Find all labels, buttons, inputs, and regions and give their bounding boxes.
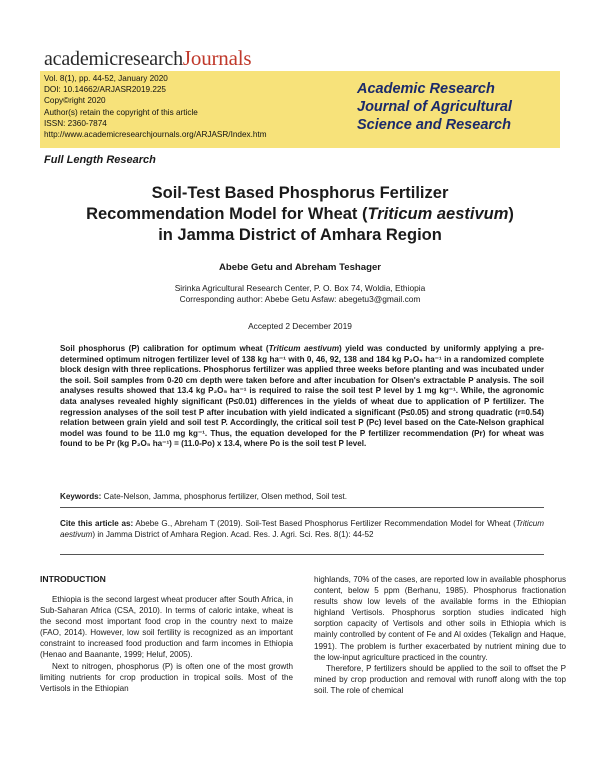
- paragraph: Therefore, P fertilizers should be applied to the soil to offset the P mined by crop production and removal with runoff along with the top soil. The role of chemical: [314, 663, 566, 695]
- body-column-left: [40, 594, 293, 694]
- copyright: Copy©right 2020: [44, 96, 106, 106]
- article-meta: [44, 73, 267, 140]
- journal-name-line-1: Academic Research: [357, 81, 495, 97]
- abstract-species: Triticum aestivum: [268, 344, 340, 353]
- title-line-2-post: ): [508, 205, 514, 223]
- divider-bottom: [60, 554, 544, 555]
- publisher-logo: [44, 46, 251, 71]
- volume-info: Vol. 8(1), pp. 44-52, January 2020: [44, 74, 168, 83]
- accepted-date: Accepted 2 December 2019: [248, 321, 352, 331]
- cite-text-post: ) in Jamma District of Amhara Region. Acad. Res. J. Agri. Sci. Res. 8(1): 44-52: [92, 530, 374, 540]
- authors: Abebe Getu and Abreham Teshager: [218, 262, 382, 273]
- publisher-logo-main: academicresearch: [44, 48, 183, 70]
- title-line-2-pre: Recommendation Model for Wheat (: [86, 205, 368, 223]
- keywords-text: Cate-Nelson, Jamma, phosphorus fertilizer, Olsen method, Soil test.: [103, 492, 348, 501]
- title-line-3: in Jamma District of Amhara Region: [158, 226, 442, 244]
- affiliation: Sirinka Agricultural Research Center, P. O. Box 74, Woldia, Ethiopia: [174, 283, 426, 293]
- publisher-logo-accent: Journals: [182, 46, 252, 70]
- abstract-text-2: ) yield was conducted by uniformly applying a pre-determined optimum nitrogen fertilizer level of 138 kg ha⁻¹ with 0, 46, 92, 138 and 184 kg P₂O₅ ha⁻¹ in a randomized complete block design with three replications. Phosphorus fertilizer was applied three weeks before planting and was incubated under the soil. Soil samples from 0-20 cm depth were taken before and after incubation for Olsen's extractable P analysis. The soil analyses results showed that 13.4 kg P₂O₅ ha⁻¹ is required to raise the soil test P level by 1 mg kg⁻¹. While, the agronomic data analyses revealed highly significant (P≤0.01) differences in the yields of wheat due to application of P fertilizer. The regression analyses of the soil test P after incubation with yield indicated a significant (P≤0.05) and strong quadratic (r=0.54) relation between grain yield and soil test P. Accordingly, the critical soil test P (Pc) level based on the Cate-Nelson graphical model was found to be 11.0 mg kg⁻¹. Thus, the equation developed for the P fertilizer recommendation (Pr) for wheat was found to be Pr (kg P₂O₅ ha⁻¹) = (11.0-Po) x 13.4, where Po is the soil test P level.: [60, 344, 545, 449]
- cite-label: Cite this article as:: [60, 519, 134, 528]
- journal-name-line-2: Journal of Agricultural: [357, 99, 512, 115]
- section-label: Full Length Research: [44, 154, 156, 166]
- journal-name-line-3: Science and Research: [357, 117, 511, 133]
- corresponding-author: Corresponding author: Abebe Getu Asfaw: abegetu3@gmail.com: [179, 294, 421, 304]
- title-species: Triticum aestivum: [367, 205, 509, 223]
- title-line-1: Soil-Test Based Phosphorus Fertilizer: [151, 184, 449, 202]
- journal-name: [357, 80, 512, 134]
- issn: ISSN: 2360-7874: [44, 118, 107, 128]
- paragraph: Next to nitrogen, phosphorus (P) is often one of the most growth limiting nutrients for crop production in tropical soils. Most of the Vertisols in the Ethiopian: [40, 661, 293, 693]
- body-column-right: [314, 574, 566, 696]
- cite-text-pre: Abebe G., Abreham T (2019). Soil-Test Based Phosphorus Fertilizer Recommendation Model for Wheat (: [135, 519, 516, 528]
- abstract-text-1: Soil phosphorus (P) calibration for optimum wheat (: [60, 344, 269, 353]
- doi: DOI: 10.14662/ARJASR2019.225: [44, 85, 166, 95]
- introduction-heading: INTRODUCTION: [40, 574, 106, 584]
- journal-url[interactable]: http://www.academicresearchjournals.org/ARJASR/Index.htm: [44, 130, 267, 140]
- paragraph: highlands, 70% of the cases, are reported low in available phosphorus content, below 5 ppm (Berhanu, 1985). Phosphorus fractionation results show low levels of the available forms in the Ethiopian highland Vertisols. Phosphorus sorption studies indicated high sorption capacity of Vertisols and other soils in Ethiopia which is mainly controlled by content of Fe and Al oxides (Tekalign and Haque, 1991). The problem is further exacerbated by nutrient mining due to the low-input agriculture practiced in the country.: [314, 575, 566, 662]
- title-line-2: [20, 204, 580, 225]
- keywords: [60, 492, 544, 501]
- paragraph: Ethiopia is the second largest wheat producer after South Africa, in Sub-Saharan Africa (CSA, 2010). In terms of caloric intake, wheat is the second most important food crop in the country next to maize (FAO, 2014). However, low soil fertility is recognized as an important constraint to increased food production and farm incomes in Ethiopia (Henao and Baanante, 1999; Heluf, 2005).: [40, 595, 293, 660]
- keywords-label: Keywords:: [60, 492, 102, 501]
- divider-top: [60, 507, 544, 508]
- citation: [60, 518, 544, 541]
- rights-statement: Author(s) retain the copyright of this article: [44, 107, 198, 117]
- cite-species: Triticum aestivum: [60, 519, 544, 540]
- affiliation-block: [0, 283, 600, 305]
- article-title: [20, 183, 580, 246]
- abstract: [60, 344, 544, 450]
